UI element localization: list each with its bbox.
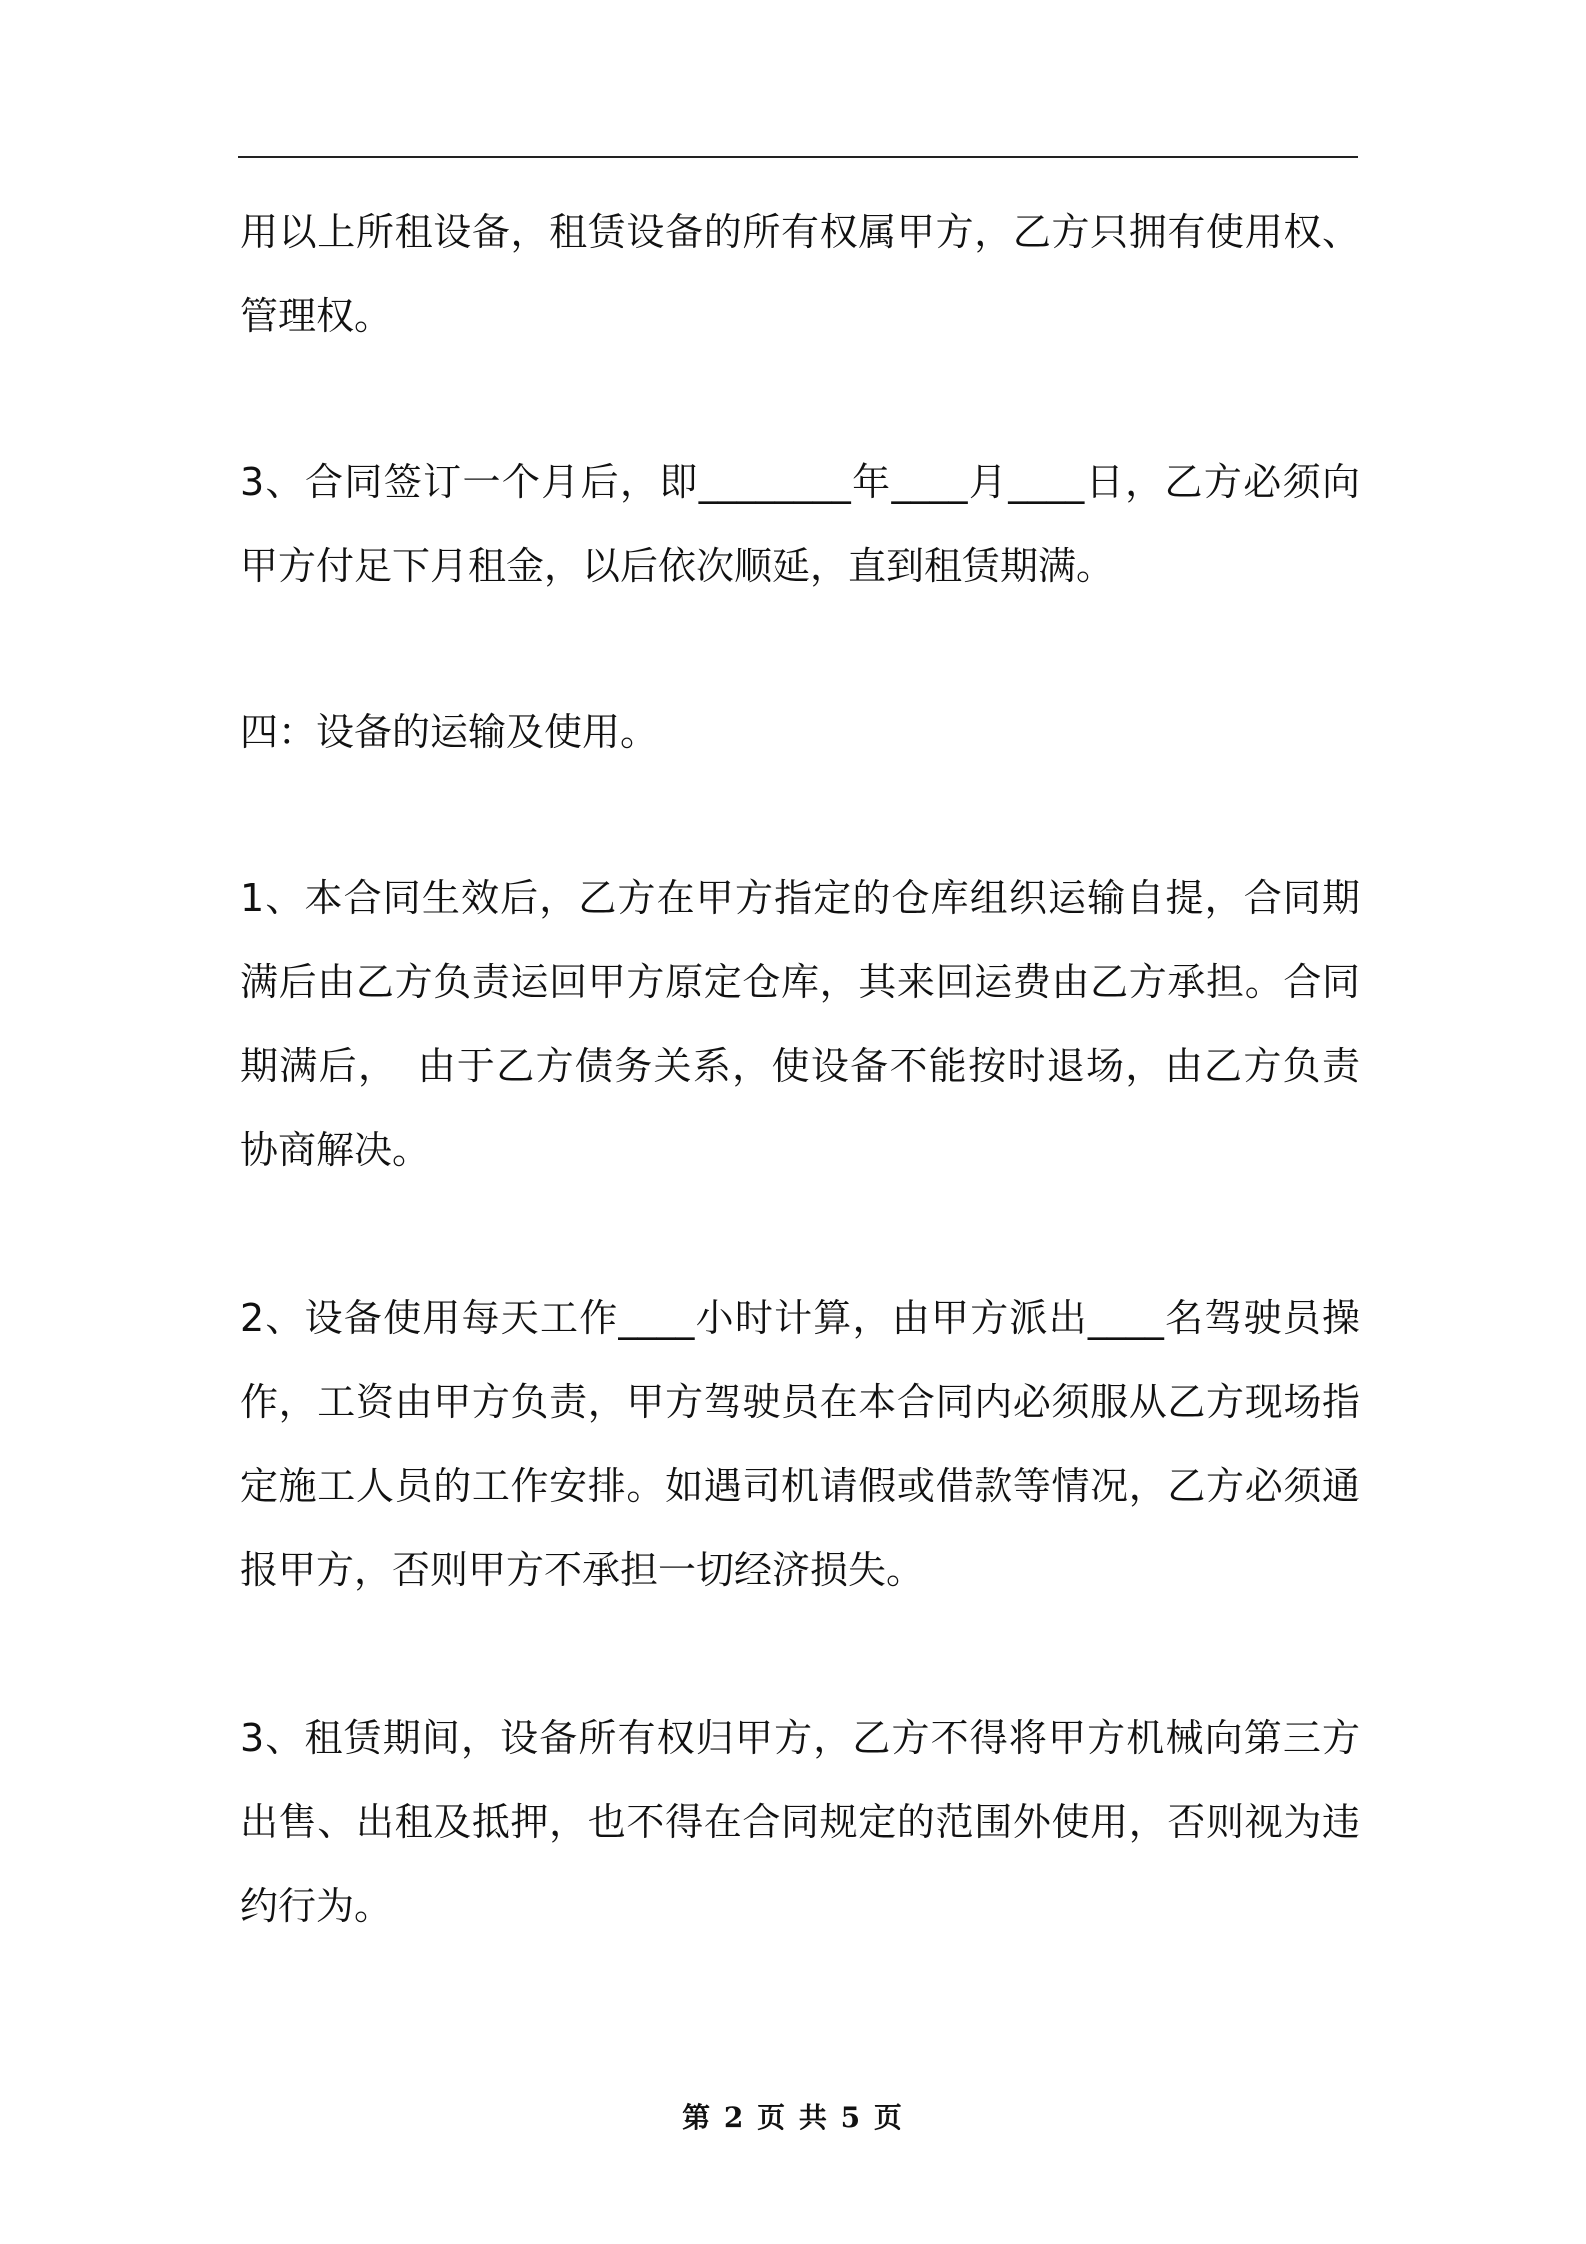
paragraph-transport: 1、本合同生效后，乙方在甲方指定的仓库组织运输自提，合同期满后由乙方负责运回甲方原定仓库，其来回运费由乙方承担。合同期满后， 由于乙方债务关系，使设备不能按时退场，由乙方负责协商解决。	[240, 876, 1360, 1172]
document-body	[240, 190, 1360, 1948]
header-divider	[238, 156, 1358, 158]
page-number-footer: 第 2 页 共 5 页	[682, 2101, 904, 2134]
paragraph-equipment-ownership: 用以上所租设备，租赁设备的所有权属甲方，乙方只拥有使用权、管理权。	[240, 210, 1360, 338]
section-heading-transport-and-use: 四：设备的运输及使用。	[240, 710, 659, 754]
paragraph-rent-payment: 3、合同签订一个月后，即________年____月____日，乙方必须向甲方付足下月租金，以后依次顺延，直到租赁期满。	[240, 460, 1360, 588]
paragraph-working-hours: 2、设备使用每天工作____小时计算，由甲方派出____名驾驶员操作，工资由甲方负责，甲方驾驶员在本合同内必须服从乙方现场指定施工人员的工作安排。如遇司机请假或借款等情况，乙方必须通报甲方，否则甲方不承担一切经济损失。	[240, 1296, 1360, 1592]
paragraph-ownership-restrictions: 3、租赁期间，设备所有权归甲方，乙方不得将甲方机械向第三方出售、出租及抵押，也不得在合同规定的范围外使用，否则视为违约行为。	[240, 1716, 1360, 1928]
